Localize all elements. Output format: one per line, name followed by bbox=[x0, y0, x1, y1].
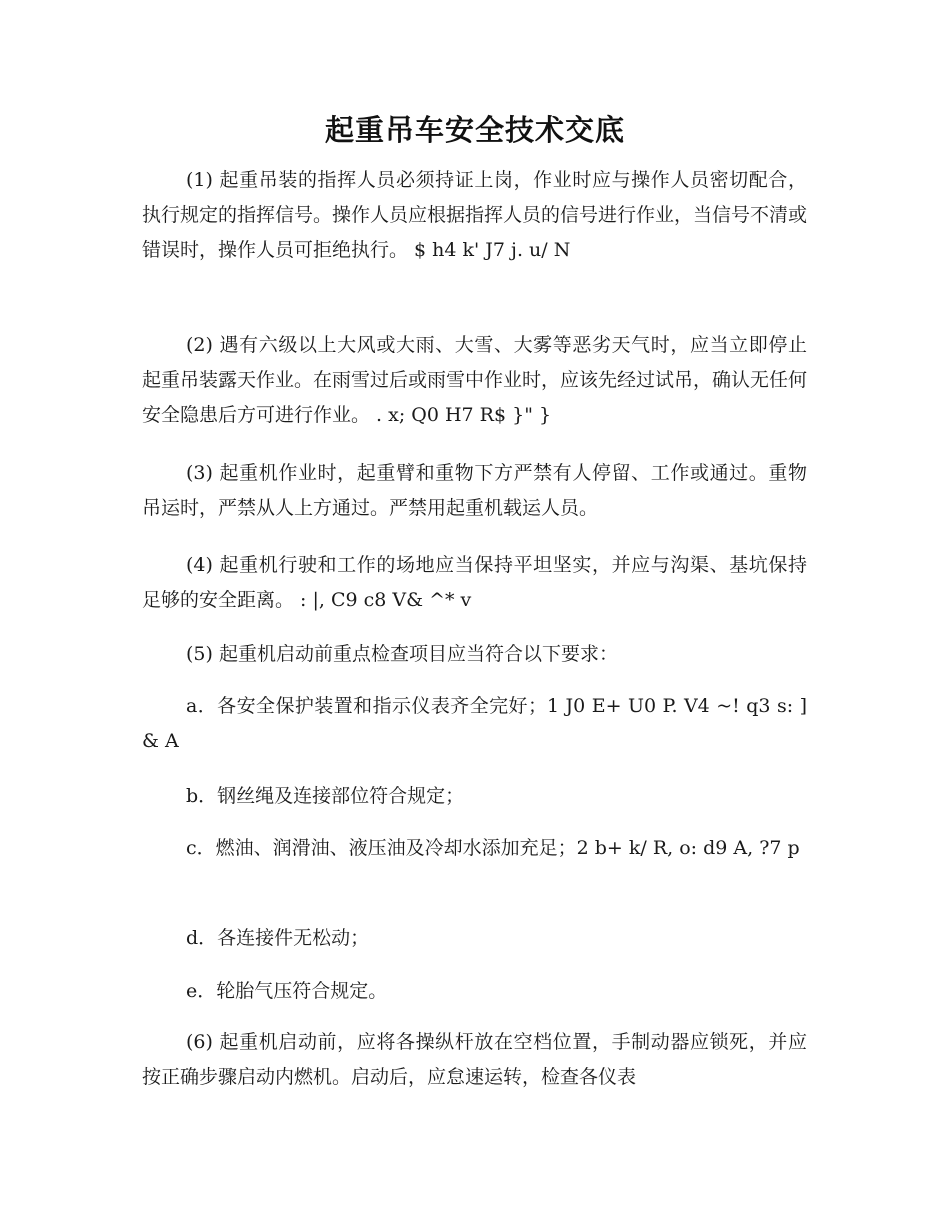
paragraph-5: (5) 起重机启动前重点检查项目应当符合以下要求： bbox=[186, 643, 618, 665]
list-item-b: b．钢丝绳及连接部位符合规定； bbox=[186, 785, 465, 807]
paragraph-4: (4) 起重机行驶和工作的场地应当保持平坦坚实，并应与沟渠、基坑保持足够的安全距离。 : |, C9 c8 V& ^* v bbox=[142, 554, 807, 611]
list-item-d: d．各连接件无松动； bbox=[186, 927, 370, 949]
list-item-a: a．各安全保护装置和指示仪表齐全完好；1 J0 E+ U0 P. V4 ~! q3 s: ]& A bbox=[142, 695, 807, 752]
paragraph-3: (3) 起重机作业时，起重臂和重物下方严禁有人停留、工作或通过。重物吊运时，严禁从人上方通过。严禁用起重机载运人员。 bbox=[142, 462, 807, 519]
paragraph-2: (2) 遇有六级以上大风或大雨、大雪、大雾等恶劣天气时，应当立即停止起重吊装露天作业。在雨雪过后或雨雪中作业时，应该先经过试吊，确认无任何安全隐患后方可进行作业。 . x; Q0 H7 R$ }" } bbox=[142, 334, 808, 426]
document-title: 起重吊车安全技术交底 bbox=[324, 113, 625, 147]
paragraph-6: (6) 起重机启动前，应将各操纵杆放在空档位置，手制动器应锁死，并应按正确步骤启动内燃机。启动后，应怠速运转，检查各仪表 bbox=[142, 1031, 807, 1088]
paragraph-1: (1) 起重吊装的指挥人员必须持证上岗，作业时应与操作人员密切配合，执行规定的指挥信号。操作人员应根据指挥人员的信号进行作业，当信号不清或错误时，操作人员可拒绝执行。 $ h4 k' J7 j. u/ N bbox=[142, 169, 808, 261]
list-item-c: c．燃油、润滑油、液压油及冷却水添加充足；2 b+ k/ R, o: d9 A, ?7 p bbox=[186, 837, 800, 859]
list-item-e: e．轮胎气压符合规定。 bbox=[186, 980, 388, 1002]
